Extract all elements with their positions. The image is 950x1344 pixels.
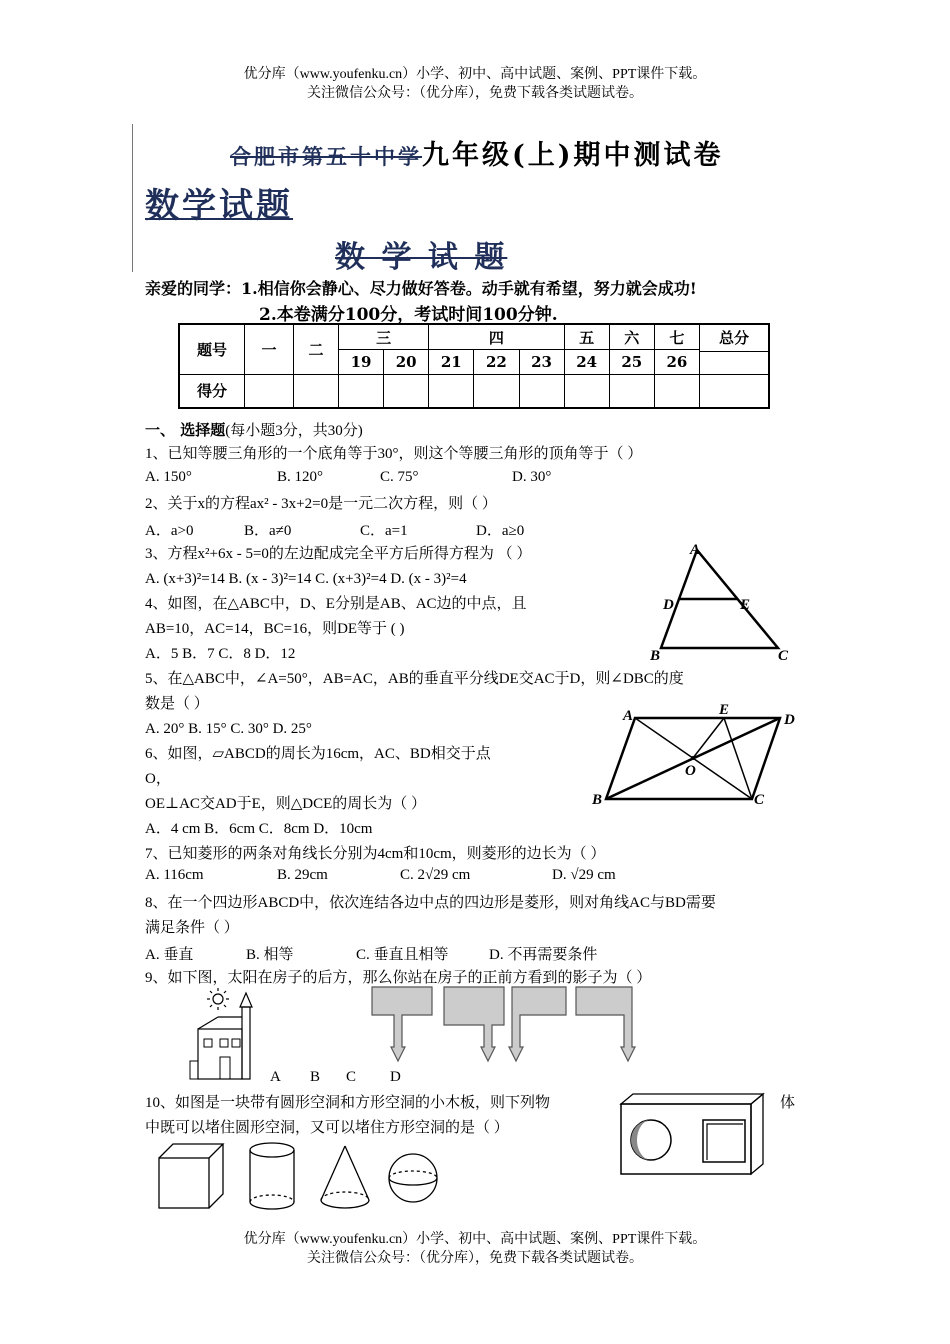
- subject-underlined: 数学试题: [145, 186, 293, 226]
- q8-opt-d: D. 不再需要条件: [489, 947, 598, 963]
- score-cell[interactable]: [609, 375, 654, 408]
- cell-19: 19: [339, 350, 384, 375]
- q9-opt-d: D: [390, 1069, 401, 1085]
- label-e: E: [719, 702, 730, 718]
- cell-one: 一: [245, 324, 294, 375]
- label-d: D: [663, 597, 674, 613]
- score-cell[interactable]: [700, 375, 770, 408]
- q7-text: 7、已知菱形的两条对角线长分别为4cm和10cm，则菱形的边长为（ ）: [145, 846, 606, 862]
- cell-defen: 得分: [179, 375, 245, 408]
- cell-22: 22: [474, 350, 519, 375]
- score-cell[interactable]: [294, 375, 339, 408]
- cell-four: 四: [429, 324, 564, 350]
- q7-opt-c: C. 2√29 cm: [400, 867, 471, 883]
- cylinder-icon: [250, 1143, 294, 1209]
- triangle-figure: [645, 540, 800, 665]
- subject-struck: 数 学 试 题: [335, 240, 508, 275]
- score-cell[interactable]: [429, 375, 474, 408]
- label-c: C: [754, 792, 765, 808]
- q3-options: A. (x+3)²=14 B. (x - 3)²=14 C. (x+3)²=4 D. (x - 3)²=4: [145, 571, 467, 587]
- header-line-2: 关注微信公众号：（优分库），免费下载各类试题试卷。: [307, 86, 643, 101]
- q1-opt-a: A. 150°: [145, 469, 192, 485]
- q1-opt-b: B. 120°: [277, 469, 324, 485]
- q1-opt-d: D. 30°: [512, 469, 552, 485]
- q2-opt-d: D．a≥0: [476, 523, 525, 539]
- house-figure: [180, 985, 270, 1085]
- cell-24: 24: [564, 350, 609, 375]
- q8-opt-b: B. 相等: [246, 947, 294, 963]
- label-o: O: [685, 763, 696, 779]
- q8-text-a: 8、在一个四边形ABCD中，依次连结各边中点的四边形是菱形，则对角线AC与BD需要: [145, 895, 716, 911]
- school-name-struck: 合肥市第五十中学: [230, 144, 422, 169]
- q10-text-a: 10、如图是一块带有圆形空洞和方形空洞的小木板，则下列物: [145, 1095, 551, 1111]
- q9-text: 9、如下图，太阳在房子的后方，那么你站在房子的正前方看到的影子为（ ）: [145, 970, 652, 986]
- q3-text: 3、方程x²+6x - 5=0的左边配成完全平方后所得方程为 （ ）: [145, 546, 532, 562]
- label-b: B: [592, 792, 603, 808]
- cell-26: 26: [654, 350, 699, 375]
- title-main: 九年级(上)期中测试卷: [422, 140, 724, 171]
- footer-line-2: 关注微信公众号：（优分库），免费下载各类试题试卷。: [307, 1251, 643, 1266]
- cell-tihao: 题号: [179, 324, 245, 375]
- q4-options: A．5 B．7 C．8 D．12: [145, 646, 296, 662]
- board-figure: [615, 1090, 765, 1178]
- cell-total: 总分: [700, 324, 770, 375]
- q7-opt-a: A. 116cm: [145, 867, 204, 883]
- score-table: [178, 323, 770, 409]
- cell-two: 二: [294, 324, 339, 375]
- cell-20: 20: [384, 350, 429, 375]
- q6-text-a: 6、如图，▱ABCD的周长为16cm，AC、BD相交于点: [145, 746, 491, 762]
- q2-opt-a: A．a>0: [145, 523, 194, 539]
- cone-icon: [321, 1146, 369, 1208]
- q2-text: 2、关于x的方程ax² - 3x+2=0是一元二次方程，则（ ）: [145, 496, 497, 512]
- q1-opt-c: C. 75°: [380, 469, 419, 485]
- label-a: A: [690, 542, 701, 558]
- q7-opt-d: D. √29 cm: [552, 867, 616, 883]
- sun-icon: [207, 988, 229, 1010]
- q4-text-b: AB=10，AC=14，BC=16，则DE等于 ( ): [145, 621, 405, 637]
- score-cell[interactable]: [474, 375, 519, 408]
- q9-opt-c: C: [346, 1069, 357, 1085]
- score-cell[interactable]: [654, 375, 699, 408]
- q6-text-c: OE⊥AC交AD于E，则△DCE的周长为（ ）: [145, 796, 427, 812]
- header-line-1: 优分库（www.youfenku.cn）小学、初中、高中试题、案例、PPT课件下载。: [243, 67, 707, 82]
- q4-text-a: 4、如图，在△ABC中，D、E分别是AB、AC边的中点，且: [145, 596, 527, 612]
- q5-text-a: 5、在△ABC中，∠A=50°，AB=AC，AB的垂直平分线DE交AC于D，则∠DBC的度: [145, 671, 684, 687]
- score-cell[interactable]: [339, 375, 384, 408]
- shadow-b: [444, 987, 504, 1061]
- title-subject: [145, 178, 293, 227]
- sphere-icon: [389, 1154, 437, 1202]
- margin-line: [132, 124, 133, 272]
- score-cell[interactable]: [519, 375, 564, 408]
- label-a: A: [623, 708, 634, 724]
- intro-line-2: 2.本卷满分100分，考试时间100分钟.: [259, 305, 558, 325]
- q8-opt-a: A. 垂直: [145, 947, 194, 963]
- label-e: E: [740, 597, 751, 613]
- title-subject-struck: [335, 232, 507, 276]
- cell-25: 25: [609, 350, 654, 375]
- shadow-options-figure: [370, 985, 645, 1065]
- cell-five: 五: [564, 324, 609, 350]
- cell-21: 21: [429, 350, 474, 375]
- solids-figure: [155, 1140, 445, 1212]
- q1-text: 1、已知等腰三角形的一个底角等于30°，则这个等腰三角形的顶角等于（ ）: [145, 446, 643, 462]
- cell-six: 六: [609, 324, 654, 350]
- parallelogram-figure: [588, 700, 813, 812]
- shadow-d: [576, 987, 635, 1061]
- cell-seven: 七: [654, 324, 699, 350]
- section-heading: 一、 选择题(每小题3分，共30分): [145, 421, 363, 439]
- cube-icon: [159, 1144, 223, 1208]
- score-cell[interactable]: [384, 375, 429, 408]
- page-title: [230, 133, 724, 172]
- cell-three: 三: [339, 324, 429, 350]
- shadow-a: [372, 987, 432, 1061]
- q6-text-b: O，: [145, 771, 171, 787]
- intro-line-1: 亲爱的同学：1.相信你会静心、尽力做好答卷。动手就有希望，努力就会成功!: [145, 279, 697, 298]
- q9-opt-b: B: [310, 1069, 321, 1085]
- q6-options: A．4 cm B．6cm C．8cm D．10cm: [145, 821, 373, 837]
- q2-opt-b: B．a≠0: [244, 523, 292, 539]
- label-c: C: [778, 648, 789, 664]
- score-cell[interactable]: [564, 375, 609, 408]
- footer-line-1: 优分库（www.youfenku.cn）小学、初中、高中试题、案例、PPT课件下载。: [243, 1232, 707, 1247]
- q5-options: A. 20° B. 15° C. 30° D. 25°: [145, 721, 312, 737]
- q10-text-b: 中既可以堵住圆形空洞，又可以堵住方形空洞的是（ ）: [145, 1120, 509, 1136]
- q8-opt-c: C. 垂直且相等: [356, 947, 449, 963]
- cell-23: 23: [519, 350, 564, 375]
- q5-text-b: 数是（ ）: [145, 696, 209, 712]
- score-cell[interactable]: [245, 375, 294, 408]
- q8-text-b: 满足条件（ ）: [145, 920, 239, 936]
- label-d: D: [784, 712, 795, 728]
- label-b: B: [650, 648, 661, 664]
- q2-opt-c: C．a=1: [360, 523, 408, 539]
- q10-text-a-tail: 体: [780, 1095, 796, 1111]
- q9-opt-a: A: [270, 1069, 281, 1085]
- shadow-c: [509, 987, 566, 1061]
- q7-opt-b: B. 29cm: [277, 867, 328, 883]
